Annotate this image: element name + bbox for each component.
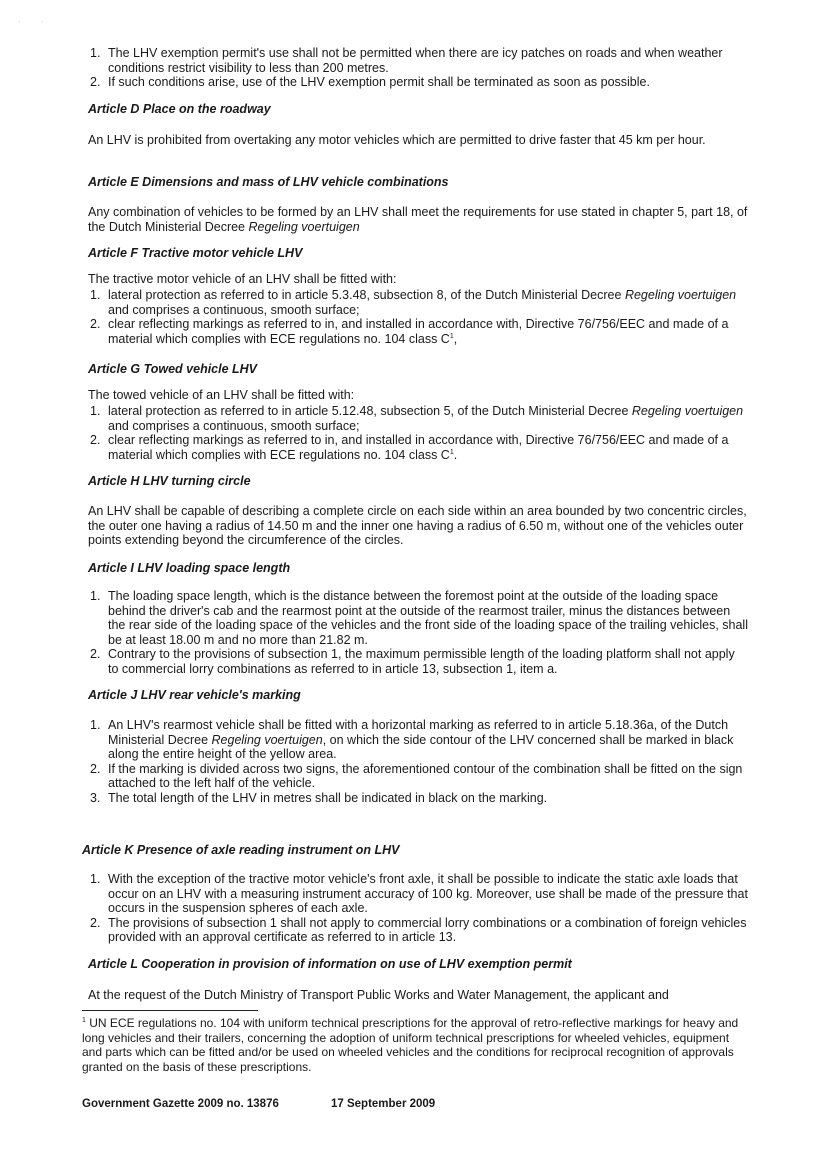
article-k-list [88, 872, 748, 945]
article-e-body [88, 205, 748, 234]
list-number: 1. [90, 589, 101, 603]
list-number: 2. [90, 317, 101, 331]
section-c-list [88, 46, 748, 90]
list-item [88, 791, 748, 806]
list-number: 2. [90, 647, 101, 661]
list-item [88, 916, 748, 945]
list-item [88, 647, 748, 676]
list-number: 2. [90, 915, 101, 930]
article-f-intro: The tractive motor vehicle of an LHV shall be fitted with: [88, 272, 397, 286]
list-item [88, 762, 748, 791]
article-e-text: Any combination of vehicles to be formed by an LHV shall meet the requirements for use stated in chapter 5, part 18, of the Dutch Ministerial Decree [88, 205, 748, 234]
list-italic: Regeling voertuigen [624, 288, 737, 302]
article-h-body: An LHV shall be capable of describing a complete circle on each side within an area bounded by two concentric circles, the outer one having a radius of 14.50 m and the inner one having a radius of 6.50 m, without one of the vehicles outer points extending beyond the circumference of the circles. [88, 504, 747, 547]
list-item [88, 872, 748, 916]
footnote-ref: 1 [449, 332, 454, 340]
list-text: If the marking is divided across two signs, the aforementioned contour of the combination shall be fitted on the sign attached to the left half of the vehicle. [108, 761, 743, 790]
footnote-marker: 1 [82, 1017, 86, 1024]
list-italic: Regeling voertuigen [631, 404, 744, 418]
footnote [82, 1016, 748, 1074]
list-text: , on which the side contour of the LHV concerned shall be marked in black along the entire height of the yellow area. [108, 732, 734, 761]
list-item [88, 589, 748, 647]
list-number: 1. [90, 718, 101, 732]
list-item [88, 317, 748, 346]
footnote-ref: 1 [449, 448, 454, 456]
article-l-body: At the request of the Dutch Ministry of Transport Public Works and Water Management, the applicant and [88, 988, 669, 1002]
list-text: The LHV exemption permit's use shall not be permitted when there are icy patches on roads and when weather conditions restrict visibility to less than 200 metres. [108, 46, 723, 75]
article-d-heading: Article D Place on the roadway [88, 102, 271, 116]
list-text: . [453, 447, 458, 462]
list-text: clear reflecting markings as referred to in, and installed in accordance with, Directive 76/756/EEC and made of a material which complies with ECE regulations no. 104 class C [108, 317, 729, 346]
footnote-text: UN ECE regulations no. 104 with uniform technical prescriptions for the approval of retro-reflective markings for heavy and long vehicles and their trailers, concerning the adoption of uniform technical prescriptions for wheeled vehicles, equipment and parts which can be fitted and/or be used on wheeled vehicles and the conditions for reciprocal recognition of approvals granted on the basis of these prescriptions. [82, 1016, 739, 1074]
article-i-heading: Article I LHV loading space length [88, 561, 291, 575]
article-j-list [88, 718, 748, 805]
list-text: An LHV's rearmost vehicle shall be fitted with a horizontal marking as referred to in article 5.18.36a, of the Dutch Ministerial Decree [108, 718, 729, 747]
footer-publication: Government Gazette 2009 no. 13876 [82, 1098, 279, 1110]
list-number: 2. [90, 75, 101, 89]
footer-date: 17 September 2009 [331, 1098, 436, 1110]
article-k-heading: Article K Presence of axle reading instrument on LHV [82, 843, 400, 857]
list-number: 2. [90, 761, 101, 776]
list-text: The loading space length, which is the distance between the foremost point at the outside of the loading space behind the driver's cab and the rearmost point at the outside of the rearmost trailer, minus the distances between the rear side of the loading space of the vehicles and the front side of the loading space of the trailing vehicles, shall be at least 18.00 m and no more than 21.82 m. [108, 589, 748, 647]
list-number: 1. [90, 288, 101, 302]
article-l-heading: Article L Cooperation in provision of information on use of LHV exemption permit [88, 957, 572, 971]
list-item [88, 75, 748, 90]
list-text: lateral protection as referred to in article 5.3.48, subsection 8, of the Dutch Ministerial Decree [108, 288, 625, 302]
article-d-body: An LHV is prohibited from overtaking any motor vehicles which are permitted to drive faster that 45 km per hour. [88, 133, 706, 147]
list-number: 1. [90, 404, 101, 418]
article-g-heading: Article G Towed vehicle LHV [88, 362, 258, 376]
list-text: The provisions of subsection 1 shall not apply to commercial lorry combinations or a combination of foreign vehicles provided with an approval certificate as referred to in article 13. [108, 915, 747, 944]
list-text: , [453, 331, 458, 346]
article-h-heading: Article H LHV turning circle [88, 474, 251, 488]
list-number: 1. [90, 46, 101, 60]
list-number: 3. [90, 790, 101, 805]
article-e-italic: Regeling voertuigen [248, 219, 360, 234]
list-item [88, 46, 748, 75]
list-number: 1. [90, 872, 101, 886]
list-text: clear reflecting markings as referred to in, and installed in accordance with, Directive 76/756/EEC and made of a material which complies with ECE regulations no. 104 class C [108, 433, 729, 462]
list-text: With the exception of the tractive motor vehicle's front axle, it shall be possible to indicate the static axle loads that occur on an LHV with a measuring instrument accuracy of 100 kg. Moreover, use shall be made of the pressure that occurs in the suspension spheres of each axle. [108, 872, 748, 915]
article-g-list [88, 404, 748, 462]
list-italic: Regeling voertuigen [211, 732, 323, 747]
scan-mark: · · [18, 17, 44, 26]
article-j-heading: Article J LHV rear vehicle's marking [88, 688, 301, 702]
list-item [88, 288, 748, 317]
article-i-list [88, 589, 748, 676]
list-text: The total length of the LHV in metres shall be indicated in black on the marking. [108, 790, 548, 805]
list-item [88, 433, 748, 462]
list-item [88, 404, 748, 433]
list-text: lateral protection as referred to in article 5.12.48, subsection 5, of the Dutch Ministerial Decree [108, 404, 632, 418]
article-e-heading: Article E Dimensions and mass of LHV vehicle combinations [88, 175, 449, 189]
article-f-list [88, 288, 748, 346]
article-g-intro: The towed vehicle of an LHV shall be fitted with: [88, 388, 355, 402]
list-text: If such conditions arise, use of the LHV exemption permit shall be terminated as soon as possible. [108, 75, 650, 89]
list-text: and comprises a continuous, smooth surface; [108, 418, 360, 433]
list-item [88, 718, 748, 762]
article-f-heading: Article F Tractive motor vehicle LHV [88, 246, 303, 260]
list-number: 2. [90, 433, 101, 447]
list-text: and comprises a continuous, smooth surface; [108, 302, 360, 317]
footnote-separator [82, 1010, 258, 1011]
list-text: Contrary to the provisions of subsection 1, the maximum permissible length of the loading platform shall not apply to commercial lorry combinations as referred to in article 13, subsection 1, item a. [108, 647, 735, 676]
